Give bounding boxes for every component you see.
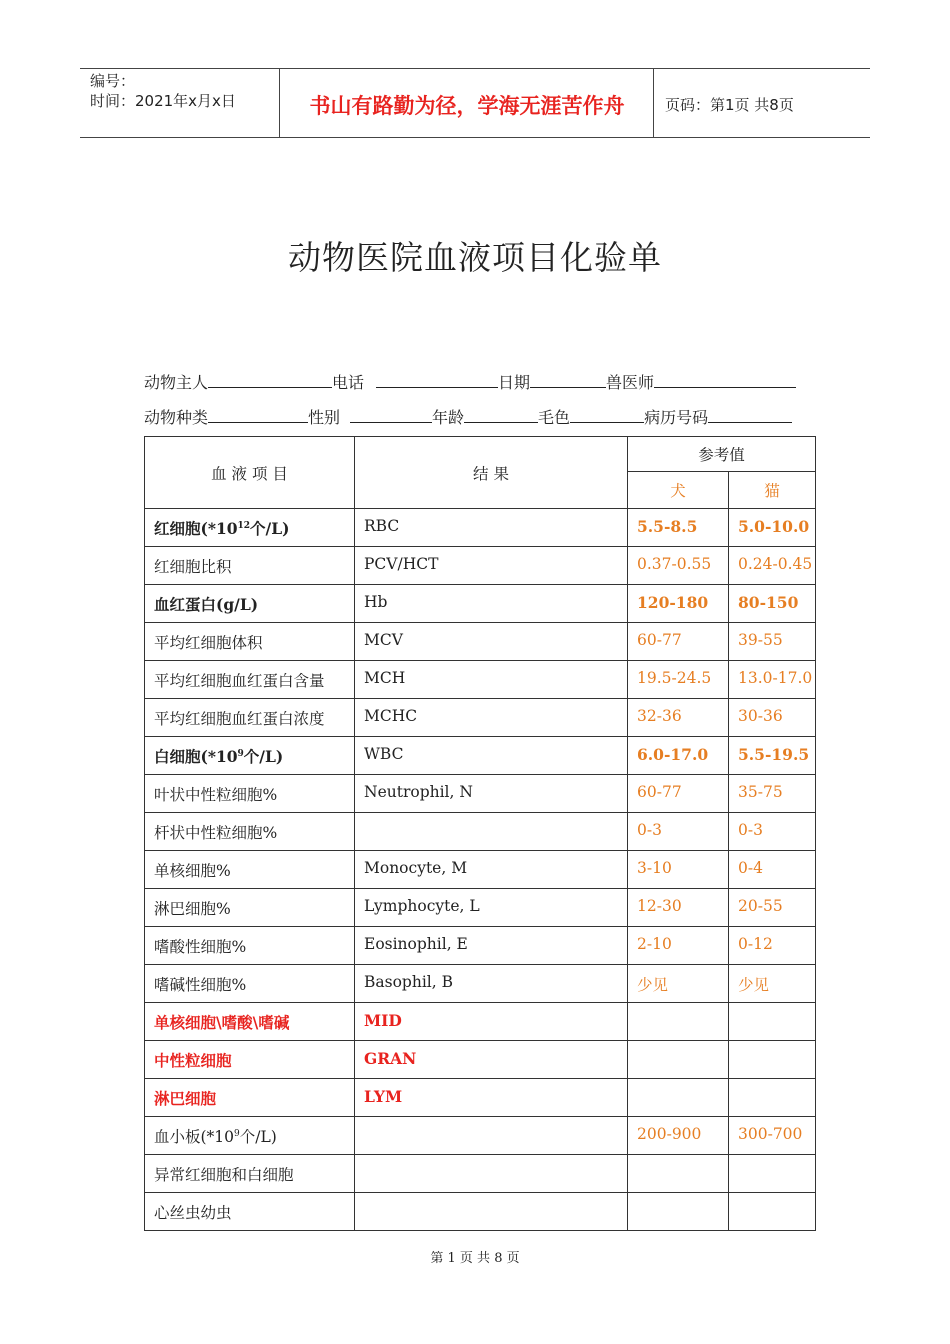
cell-result-code[interactable] bbox=[355, 1155, 628, 1193]
cell-ref-dog: 2-10 bbox=[628, 927, 729, 965]
record-no-blank[interactable] bbox=[708, 405, 792, 423]
cell-item bbox=[145, 813, 355, 851]
cell-item bbox=[145, 699, 355, 737]
color-label: 毛色 bbox=[538, 408, 571, 427]
cell-result-code[interactable]: Neutrophil, N bbox=[355, 775, 628, 813]
cell-result-code[interactable]: Monocyte, M bbox=[355, 851, 628, 889]
cell-ref-dog bbox=[628, 1041, 729, 1079]
cell-item bbox=[145, 1079, 355, 1117]
cell-result-code[interactable]: MCHC bbox=[355, 699, 628, 737]
cell-ref-dog bbox=[628, 1155, 729, 1193]
cell-item bbox=[145, 1193, 355, 1231]
vet-label: 兽医师 bbox=[606, 373, 655, 392]
cell-ref-dog: 200-900 bbox=[628, 1117, 729, 1155]
item-unit: 个/L) bbox=[243, 747, 284, 766]
item-label: 血小板(*10 bbox=[154, 1128, 235, 1146]
species-label: 动物种类 bbox=[144, 408, 209, 427]
color-blank[interactable] bbox=[570, 405, 644, 423]
table-row bbox=[145, 889, 816, 927]
owner-blank[interactable] bbox=[208, 370, 332, 388]
item-label: 平均红细胞血红蛋白含量 bbox=[154, 672, 325, 690]
col-header-item: 血 液 项 目 bbox=[145, 437, 355, 509]
cell-ref-dog: 少见 bbox=[628, 965, 729, 1003]
cell-result-code[interactable]: LYM bbox=[355, 1079, 628, 1117]
cell-ref-dog bbox=[628, 1079, 729, 1117]
time-label: 时间：2021年x月x日 bbox=[90, 92, 236, 110]
item-unit: 个/L) bbox=[239, 1128, 277, 1146]
age-label: 年龄 bbox=[432, 408, 465, 427]
item-label: 血红蛋白(g/L) bbox=[154, 595, 259, 614]
cell-item bbox=[145, 1041, 355, 1079]
cell-ref-dog bbox=[628, 1193, 729, 1231]
date-blank[interactable] bbox=[530, 370, 606, 388]
table-row bbox=[145, 547, 816, 585]
header-meta bbox=[80, 69, 280, 137]
item-label: 嗜碱性细胞% bbox=[154, 976, 247, 994]
cell-item bbox=[145, 927, 355, 965]
table-row bbox=[145, 585, 816, 623]
cell-ref-cat bbox=[729, 1041, 816, 1079]
col-header-dog: 犬 bbox=[628, 472, 729, 509]
header-motto: 书山有路勤为径，学海无涯苦作舟 bbox=[281, 69, 654, 137]
cell-item bbox=[145, 737, 355, 775]
number-label: 编号： bbox=[90, 72, 136, 90]
item-label: 平均红细胞体积 bbox=[154, 634, 263, 652]
cell-item bbox=[145, 965, 355, 1003]
cell-ref-dog: 0-3 bbox=[628, 813, 729, 851]
table-row bbox=[145, 927, 816, 965]
cell-ref-cat: 0-12 bbox=[729, 927, 816, 965]
cell-item bbox=[145, 585, 355, 623]
date-label: 日期 bbox=[498, 373, 531, 392]
item-unit: 个/L) bbox=[250, 519, 290, 538]
blood-test-table bbox=[144, 436, 816, 1231]
cell-ref-cat bbox=[729, 1193, 816, 1231]
item-label: 嗜酸性细胞% bbox=[154, 938, 247, 956]
item-label: 杆状中性粒细胞% bbox=[154, 824, 278, 842]
cell-ref-cat: 80-150 bbox=[729, 585, 816, 623]
cell-ref-dog: 5.5-8.5 bbox=[628, 509, 729, 547]
cell-ref-cat: 0.24-0.45 bbox=[729, 547, 816, 585]
cell-result-code[interactable]: RBC bbox=[355, 509, 628, 547]
table-row bbox=[145, 1117, 816, 1155]
cell-result-code[interactable]: PCV/HCT bbox=[355, 547, 628, 585]
cell-result-code[interactable] bbox=[355, 1117, 628, 1155]
form-line-2 bbox=[144, 405, 792, 428]
table-row bbox=[145, 1155, 816, 1193]
cell-item bbox=[145, 1003, 355, 1041]
item-exponent: 12 bbox=[237, 520, 251, 531]
cell-ref-cat bbox=[729, 1155, 816, 1193]
cell-item bbox=[145, 851, 355, 889]
page-title: 动物医院血液项目化验单 bbox=[288, 238, 662, 277]
item-label: 红细胞(*10 bbox=[154, 519, 238, 538]
item-label: 平均红细胞血红蛋白浓度 bbox=[154, 710, 325, 728]
cell-result-code[interactable] bbox=[355, 813, 628, 851]
cell-result-code[interactable]: MCH bbox=[355, 661, 628, 699]
cell-result-code[interactable]: Hb bbox=[355, 585, 628, 623]
table-row bbox=[145, 965, 816, 1003]
cell-ref-cat bbox=[729, 1003, 816, 1041]
cell-result-code[interactable] bbox=[355, 1193, 628, 1231]
table-row bbox=[145, 1041, 816, 1079]
cell-result-code[interactable]: GRAN bbox=[355, 1041, 628, 1079]
cell-result-code[interactable]: Lymphocyte, L bbox=[355, 889, 628, 927]
cell-item bbox=[145, 509, 355, 547]
table-row bbox=[145, 1079, 816, 1117]
cell-item bbox=[145, 775, 355, 813]
cell-ref-dog: 3-10 bbox=[628, 851, 729, 889]
cell-ref-cat: 30-36 bbox=[729, 699, 816, 737]
cell-ref-dog: 120-180 bbox=[628, 585, 729, 623]
cell-ref-cat: 0-3 bbox=[729, 813, 816, 851]
sex-blank[interactable] bbox=[350, 405, 432, 423]
sex-label: 性别 bbox=[308, 408, 341, 427]
page-footer: 第 1 页 共 8 页 bbox=[430, 1251, 520, 1266]
item-label: 红细胞比积 bbox=[154, 558, 232, 576]
cell-result-code[interactable]: MID bbox=[355, 1003, 628, 1041]
item-label: 淋巴细胞 bbox=[154, 1089, 217, 1108]
cell-result-code[interactable]: WBC bbox=[355, 737, 628, 775]
cell-ref-dog: 6.0-17.0 bbox=[628, 737, 729, 775]
item-label: 白细胞(*10 bbox=[154, 747, 238, 766]
table-row bbox=[145, 1193, 816, 1231]
cell-ref-dog: 0.37-0.55 bbox=[628, 547, 729, 585]
table-row bbox=[145, 813, 816, 851]
cell-item bbox=[145, 889, 355, 927]
item-label: 淋巴细胞% bbox=[154, 900, 231, 918]
cell-ref-cat: 少见 bbox=[729, 965, 816, 1003]
table-row bbox=[145, 623, 816, 661]
item-label: 中性粒细胞 bbox=[154, 1051, 232, 1070]
cell-ref-cat: 20-55 bbox=[729, 889, 816, 927]
record-no-label: 病历号码 bbox=[644, 408, 709, 427]
item-label: 叶状中性粒细胞% bbox=[154, 786, 278, 804]
cell-ref-cat bbox=[729, 1079, 816, 1117]
cell-ref-cat: 5.5-19.5 bbox=[729, 737, 816, 775]
species-blank[interactable] bbox=[208, 405, 308, 423]
table-row bbox=[145, 775, 816, 813]
cell-ref-cat: 39-55 bbox=[729, 623, 816, 661]
item-exponent: 9 bbox=[237, 748, 244, 759]
cell-ref-dog: 32-36 bbox=[628, 699, 729, 737]
cell-ref-dog: 60-77 bbox=[628, 775, 729, 813]
cell-ref-cat: 5.0-10.0 bbox=[729, 509, 816, 547]
cell-item bbox=[145, 661, 355, 699]
page-header bbox=[80, 68, 870, 138]
vet-blank[interactable] bbox=[654, 370, 796, 388]
phone-label: 电话 bbox=[332, 373, 365, 392]
col-header-ref: 参考值 bbox=[628, 437, 816, 472]
table-row bbox=[145, 1003, 816, 1041]
table-row bbox=[145, 699, 816, 737]
owner-label: 动物主人 bbox=[144, 373, 209, 392]
item-label: 异常红细胞和白细胞 bbox=[154, 1166, 294, 1184]
age-blank[interactable] bbox=[464, 405, 538, 423]
item-label: 单核细胞\嗜酸\嗜碱 bbox=[154, 1013, 290, 1032]
cell-ref-cat: 300-700 bbox=[729, 1117, 816, 1155]
cell-item bbox=[145, 1117, 355, 1155]
cell-result-code[interactable]: Eosinophil, E bbox=[355, 927, 628, 965]
cell-ref-cat: 13.0-17.0 bbox=[729, 661, 816, 699]
phone-blank[interactable] bbox=[376, 370, 498, 388]
cell-ref-dog: 19.5-24.5 bbox=[628, 661, 729, 699]
col-header-result: 结 果 bbox=[355, 437, 628, 509]
col-header-cat: 猫 bbox=[729, 472, 816, 509]
table-body bbox=[145, 509, 816, 1231]
cell-result-code[interactable]: MCV bbox=[355, 623, 628, 661]
item-label: 单核细胞% bbox=[154, 862, 231, 880]
table-row bbox=[145, 851, 816, 889]
cell-ref-dog bbox=[628, 1003, 729, 1041]
table-row bbox=[145, 661, 816, 699]
cell-ref-dog: 60-77 bbox=[628, 623, 729, 661]
table-row bbox=[145, 509, 816, 547]
cell-ref-dog: 12-30 bbox=[628, 889, 729, 927]
cell-item bbox=[145, 1155, 355, 1193]
table-row bbox=[145, 737, 816, 775]
item-label: 心丝虫幼虫 bbox=[154, 1204, 232, 1222]
cell-item bbox=[145, 623, 355, 661]
form-line-1 bbox=[144, 370, 796, 393]
cell-result-code[interactable]: Basophil, B bbox=[355, 965, 628, 1003]
cell-item bbox=[145, 547, 355, 585]
item-exponent: 9 bbox=[234, 1128, 240, 1139]
header-page-info: 页码：第1页 共8页 bbox=[665, 96, 794, 114]
cell-ref-cat: 0-4 bbox=[729, 851, 816, 889]
cell-ref-cat: 35-75 bbox=[729, 775, 816, 813]
